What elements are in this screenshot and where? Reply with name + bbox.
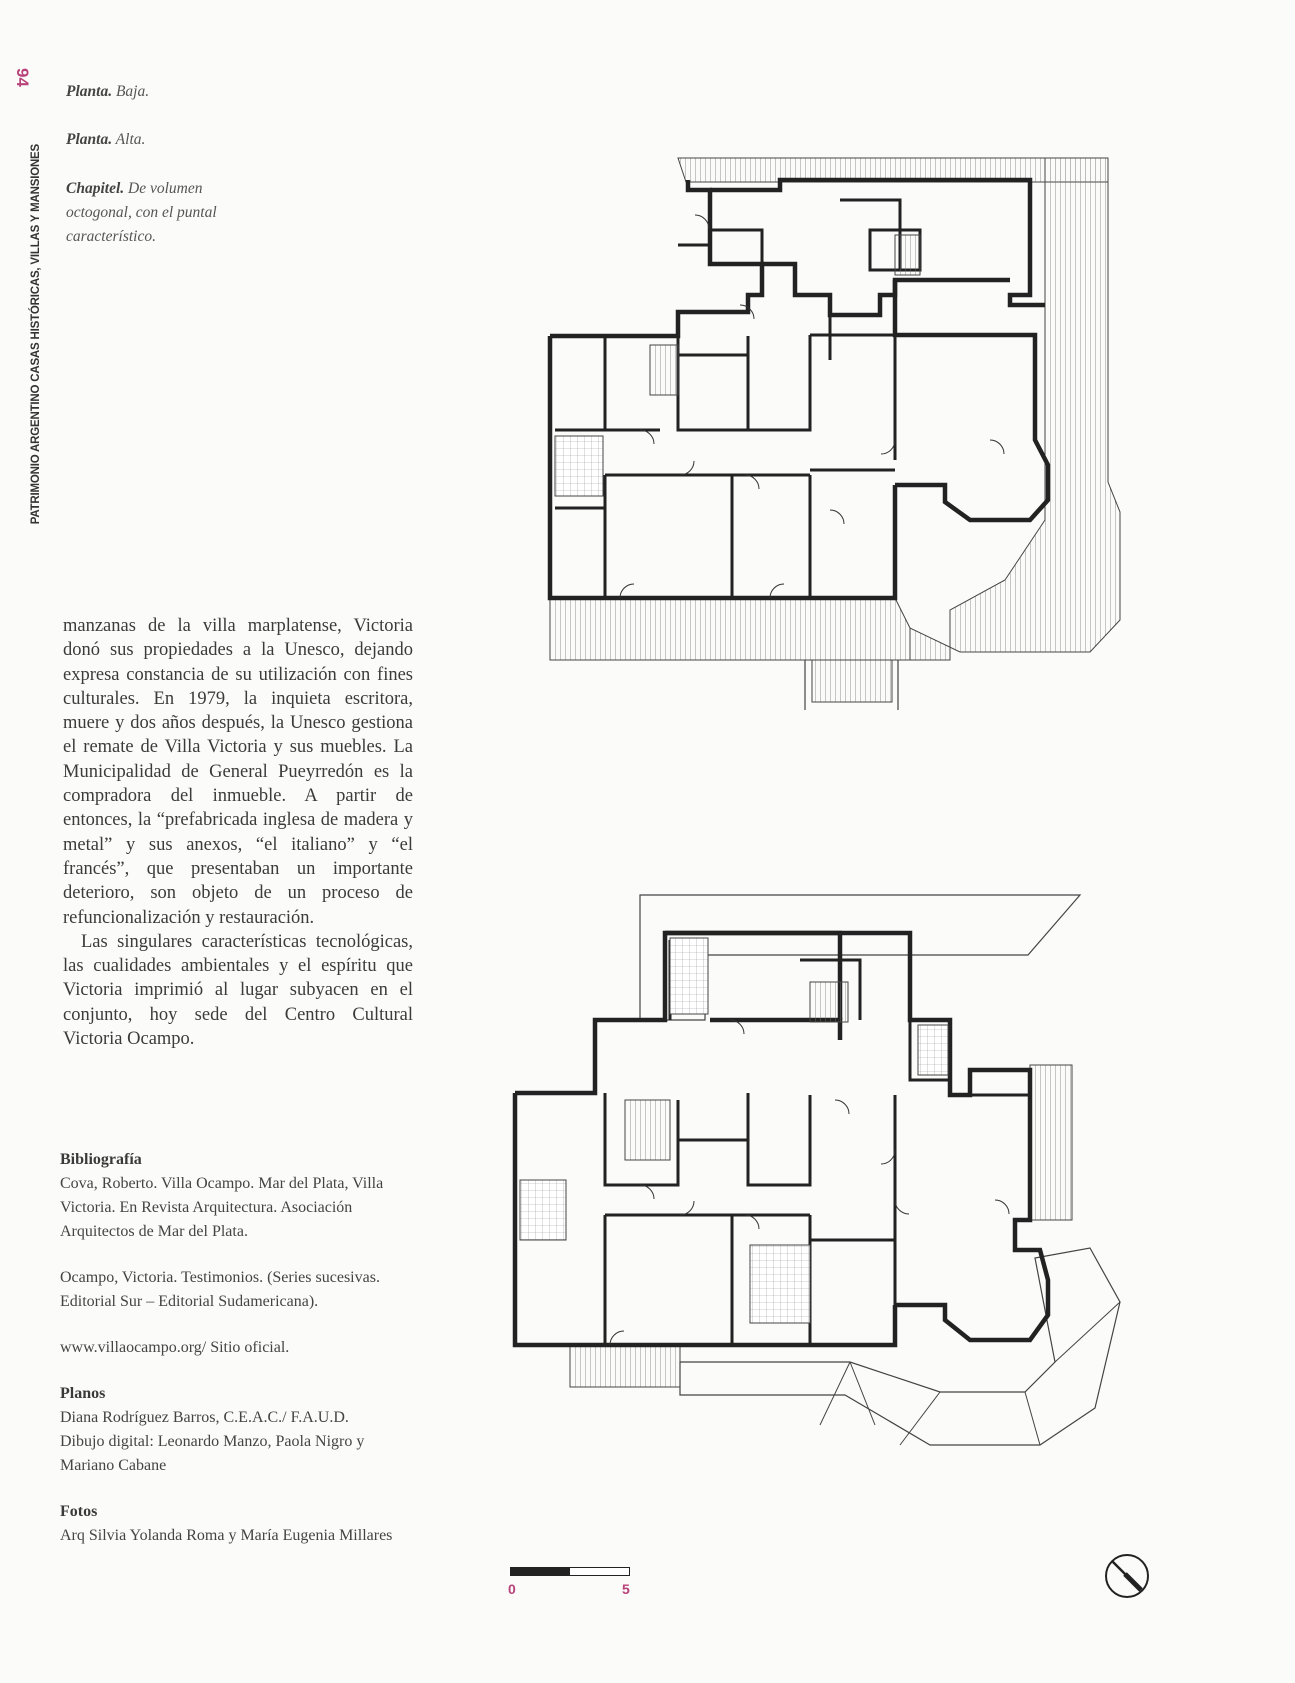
body-text <box>63 614 413 1051</box>
planos-credit: Diana Rodríguez Barros, C.E.A.C./ F.A.U.D. <box>60 1409 349 1426</box>
scale-bar <box>510 1567 640 1597</box>
veranda-right <box>910 158 1120 660</box>
stair-2 <box>895 235 920 275</box>
scale-start-label: 0 <box>508 1581 516 1597</box>
references <box>60 1148 400 1548</box>
entrance-steps <box>812 660 892 702</box>
stair-4 <box>810 982 848 1022</box>
series-title: PATRIMONIO ARGENTINO CASAS HISTÓRICAS, VILLAS Y MANSIONES <box>30 144 42 525</box>
fotos-heading: Fotos <box>60 1503 98 1520</box>
stair-1 <box>650 345 678 395</box>
floor-plans <box>500 140 1280 1620</box>
body-paragraph: manzanas de la villa marplatense, Victoria donó sus propiedades a la Unesco, dejando expresa constancia de su utilización con fines culturales. En 1979, la inquieta escritora, muere y dos años después, la Unesco gestiona el remate de Villa Victoria y sus muebles. La Municipalidad de General Pueyrredón es la compradora del inmueble. A partir de entonces, la “prefabricada inglesa de madera y metal” y sus anexos, “el italiano” y “el francés”, que presentaban un importante deterioro, son objeto de un proceso de refuncionalización y restauración. <box>63 616 413 928</box>
caption-planta-alta: Planta. Alta. <box>66 131 146 148</box>
fotos-credit: Arq Silvia Yolanda Roma y María Eugenia Millares <box>60 1527 393 1544</box>
planos-heading: Planos <box>60 1385 106 1402</box>
body-paragraph: Las singulares características tecnológicas, las cualidades ambientales y el espíritu que Victoria imprimió al lugar subyacen en el conjunto, hoy sede del Centro Cultural Victoria Ocampo. <box>63 931 413 1050</box>
upper-floor-plan <box>515 895 1120 1445</box>
caption-chapitel: Chapitel. De volumen octogonal, con el puntal característico. <box>66 180 217 245</box>
bib-entry: www.villaocampo.org/ Sitio oficial. <box>60 1339 290 1356</box>
planos-credit: Dibujo digital: Leonardo Manzo, Paola Nigro y Mariano Cabane <box>60 1433 365 1474</box>
north-arrow-icon <box>1103 1552 1151 1600</box>
running-header <box>2 60 42 525</box>
bib-entry: Ocampo, Victoria. Testimonios. (Series sucesivas. Editorial Sur – Editorial Sudamericana). <box>60 1269 380 1310</box>
stair-3 <box>625 1100 670 1160</box>
page-number: 94 <box>13 68 32 87</box>
scale-end-label: 5 <box>622 1581 630 1597</box>
bib-entry: Cova, Roberto. Villa Ocampo. Mar del Plata, Villa Victoria. En Revista Arquitectura. Asociación Arquitectos de Mar del Plata. <box>60 1175 384 1240</box>
side-balcony <box>1030 1065 1072 1220</box>
rear-balcony <box>570 1345 680 1387</box>
bibliografia-heading: Bibliografía <box>60 1151 142 1168</box>
veranda-bottom <box>550 598 910 660</box>
ground-floor-plan <box>550 158 1120 710</box>
scale-bar-graphic <box>510 1567 630 1576</box>
caption-planta-baja: Planta. Baja. <box>66 83 150 100</box>
